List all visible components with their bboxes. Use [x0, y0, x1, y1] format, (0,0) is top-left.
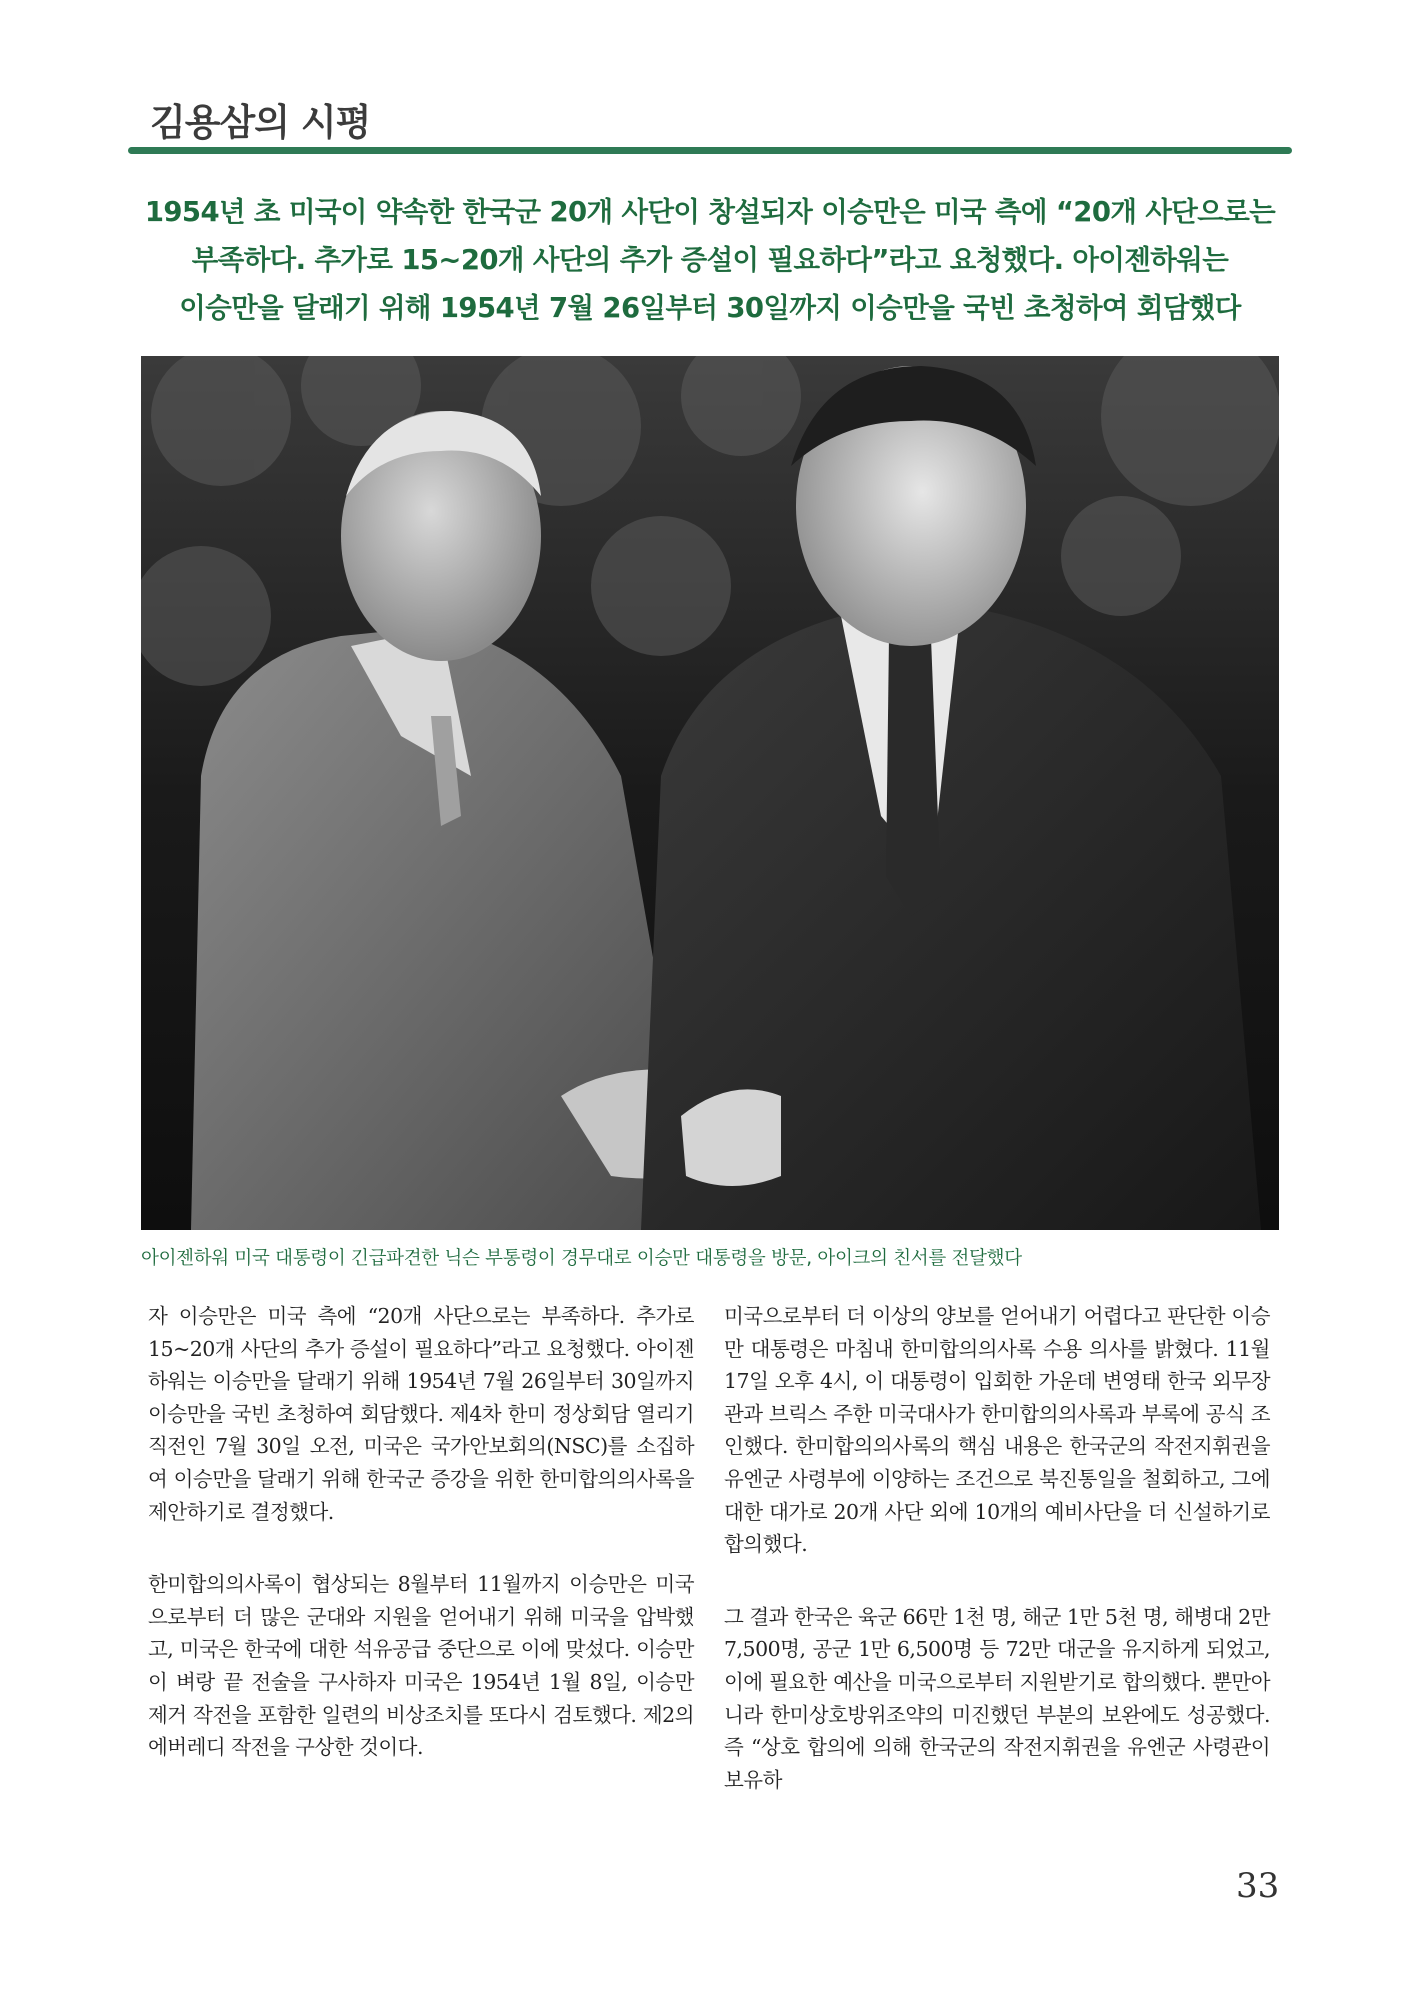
photo-caption: 아이젠하워 미국 대통령이 긴급파견한 닉슨 부통령이 경무대로 이승만 대통령을 방문, 아이크의 친서를 전달했다: [141, 1248, 1022, 1269]
body-column-right: [724, 1300, 1270, 1836]
body-column-left: [148, 1300, 694, 1804]
title-rule: [128, 147, 1292, 154]
headline-line: 1954년 초 미국이 약속한 한국군 20개 사단이 창설되자 이승만은 미국 측에 “20개 사단으로는: [144, 196, 1276, 228]
photo-handshake: [141, 356, 1279, 1230]
paragraph: 그 결과 한국은 육군 66만 1천 명, 해군 1만 5천 명, 해병대 2만 7,500명, 공군 1만 6,500명 등 72만 대군을 유지하게 되었고, 이에 필요한 예산을 미국으로부터 지원받기로 합의했다. 뿐만아니라 한미상호방위조약의 미진했던 부분의 보완에도 성공했다. 즉 “상호 합의에 의해 한국군의 작전지휘권을 유엔군 사령관이 보유하: [724, 1604, 1270, 1792]
section-title: 김용삼의 시평: [150, 101, 371, 144]
paragraph: 자 이승만은 미국 측에 “20개 사단으로는 부족하다. 추가로 15~20개 사단의 추가 증설이 필요하다”라고 요청했다. 아이젠하워는 이승만을 달래기 위해 1954년 7월 26일부터 30일까지 이승만을 국빈 초청하여 회담했다. 제4차 한미 정상회담 열리기 직전인 7월 30일 오전, 미국은 국가안보회의(NSC)를 소집하여 이승만을 달래기 위해 한국군 증강을 위한 한미합의의사록을 제안하기로 결정했다.: [148, 1304, 694, 1524]
paragraph: 한미합의의사록이 협상되는 8월부터 11월까지 이승만은 미국으로부터 더 많은 군대와 지원을 얻어내기 위해 미국을 압박했고, 미국은 한국에 대한 석유공급 중단으로 이에 맞섰다. 이승만이 벼랑 끝 전술을 구사하자 미국은 1954년 1월 8일, 이승만 제거 작전을 포함한 일련의 비상조치를 또다시 검토했다. 제2의 에버레디 작전을 구상한 것이다.: [148, 1572, 694, 1760]
paragraph: 미국으로부터 더 이상의 양보를 얻어내기 어렵다고 판단한 이승만 대통령은 마침내 한미합의의사록 수용 의사를 밝혔다. 11월 17일 오후 4시, 이 대통령이 입회한 가운데 변영태 한국 외무장관과 브릭스 주한 미국대사가 한미합의의사록과 부록에 공식 조인했다. 한미합의의사록의 핵심 내용은 한국군의 작전지휘권을 유엔군 사령부에 이양하는 조건으로 북진통일을 철회하고, 그에 대한 대가로 20개 사단 외에 10개의 예비사단을 더 신설하기로 합의했다.: [724, 1304, 1270, 1557]
page-number: 33: [1236, 1866, 1280, 1906]
headline-line: 부족하다. 추가로 15~20개 사단의 추가 증설이 필요하다”라고 요청했다. 아이젠하워는: [191, 244, 1229, 276]
headline-line: 이승만을 달래기 위해 1954년 7월 26일부터 30일까지 이승만을 국빈 초청하여 회담했다: [179, 292, 1241, 324]
headline: [128, 188, 1292, 332]
